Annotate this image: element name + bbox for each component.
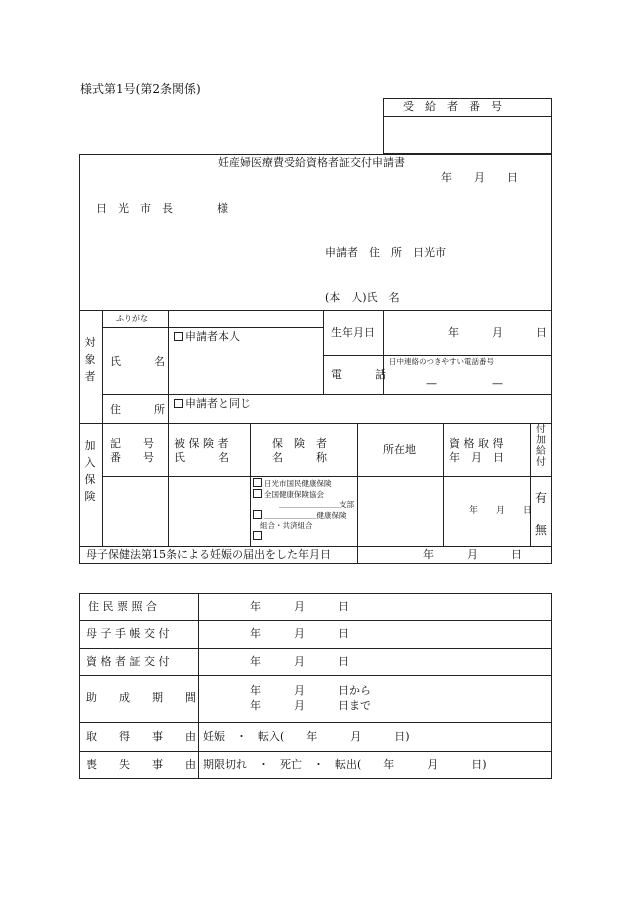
maternal-row-label: 母子保健法第15条による妊娠の届出をした年月日 bbox=[86, 548, 331, 561]
insurer-option[interactable]: 全国健康保険協会 bbox=[253, 489, 355, 500]
checkbox-icon bbox=[174, 332, 183, 341]
maternal-row-value[interactable]: 年 月 日 bbox=[423, 548, 522, 561]
phone-dashes[interactable]: — — bbox=[426, 377, 503, 390]
checkbox-icon bbox=[253, 478, 262, 487]
checkbox-icon bbox=[253, 510, 262, 519]
subject-section-label: 対象者 bbox=[84, 336, 96, 383]
self-checkbox[interactable]: 申請者本人 bbox=[174, 331, 240, 343]
insurance-section-label: 加入保険 bbox=[84, 439, 96, 503]
office-row-label: 母 子 手 帳 交 付 bbox=[86, 627, 170, 640]
col-addon: 付加給付 bbox=[536, 424, 546, 468]
recipient-number-field[interactable] bbox=[385, 118, 550, 152]
address-label: 住 所 bbox=[110, 403, 165, 416]
furigana-field[interactable] bbox=[170, 312, 320, 326]
applicant-address-field[interactable] bbox=[455, 242, 545, 260]
addon-yes[interactable]: 有 bbox=[535, 491, 548, 505]
insurer-option-branch[interactable]: ＿＿＿＿＿＿＿＿支部 bbox=[279, 500, 354, 509]
addressee: 日 光 市 長 様 bbox=[96, 202, 228, 215]
office-row-value[interactable]: 年 月 日まで bbox=[250, 699, 371, 712]
furigana-label: ふりがな bbox=[116, 314, 148, 323]
office-row-label: 喪 失 事 由 bbox=[86, 758, 196, 771]
symbol-field[interactable] bbox=[104, 478, 166, 544]
recipient-number-label: 受 給 者 番 号 bbox=[403, 100, 502, 113]
insurer-option[interactable]: 日光市国民健康保険 bbox=[253, 478, 355, 489]
insurer-option[interactable] bbox=[253, 531, 355, 542]
insurer-options bbox=[253, 478, 355, 542]
office-row-value[interactable]: 年 月 日から bbox=[250, 684, 371, 697]
col-location: 所在地 bbox=[383, 443, 416, 456]
applicant-address: 申請者 住 所 日光市 bbox=[325, 246, 446, 259]
birthdate-label: 生年月日 bbox=[331, 326, 375, 339]
address-field[interactable] bbox=[170, 410, 550, 422]
applicant-name-field[interactable] bbox=[412, 288, 547, 306]
office-row-label: 資 格 者 証 交 付 bbox=[86, 655, 170, 668]
addon-no[interactable]: 無 bbox=[535, 523, 548, 537]
same-address-checkbox[interactable]: 申請者と同じ bbox=[174, 398, 251, 410]
col-qualify: 資 格 取 得 年 月 日 bbox=[449, 437, 504, 464]
checkbox-icon bbox=[174, 399, 183, 408]
office-row-value[interactable]: 期限切れ ・ 死亡 ・ 転出( 年 月 日) bbox=[203, 758, 487, 771]
phone-label: 電 話 bbox=[331, 368, 386, 381]
office-row-label: 住 民 票 照 合 bbox=[88, 600, 157, 613]
checkbox-icon bbox=[253, 531, 262, 540]
office-row-label: 助 成 期 間 bbox=[86, 691, 196, 704]
office-row-value[interactable]: 妊娠 ・ 転入( 年 月 日) bbox=[203, 730, 410, 743]
checkbox-icon bbox=[253, 489, 262, 498]
col-insured: 被 保 険 者 氏 名 bbox=[174, 437, 229, 464]
form-number: 様式第1号(第2条関係) bbox=[80, 82, 201, 96]
application-date[interactable]: 年 月 日 bbox=[441, 171, 518, 184]
location-field[interactable] bbox=[359, 478, 441, 544]
insured-name-field[interactable] bbox=[170, 478, 248, 544]
qualify-date[interactable]: 年 月 日 bbox=[469, 506, 533, 516]
col-symbol: 記 号 番 号 bbox=[110, 437, 154, 464]
office-row-label: 取 得 事 由 bbox=[86, 730, 196, 743]
office-row-value[interactable]: 年 月 日 bbox=[250, 627, 349, 640]
col-insurer: 保 険 者 名 称 bbox=[272, 437, 327, 464]
name-label: 氏 名 bbox=[110, 355, 165, 368]
office-row-value[interactable]: 年 月 日 bbox=[250, 655, 349, 668]
form-title: 妊産婦医療費受給資格者証交付申請書 bbox=[218, 156, 405, 169]
applicant-name: (本 人)氏 名 bbox=[325, 291, 400, 304]
insurer-option-note: 組合・共済組合 bbox=[260, 521, 313, 530]
phone-note: 日中連絡のつきやすい電話番号 bbox=[389, 357, 494, 366]
birthdate-value[interactable]: 年 月 日 bbox=[448, 326, 547, 339]
insurer-option[interactable]: ＿＿＿＿＿＿＿健康保険 bbox=[253, 510, 355, 521]
office-row-value[interactable]: 年 月 日 bbox=[250, 600, 349, 613]
